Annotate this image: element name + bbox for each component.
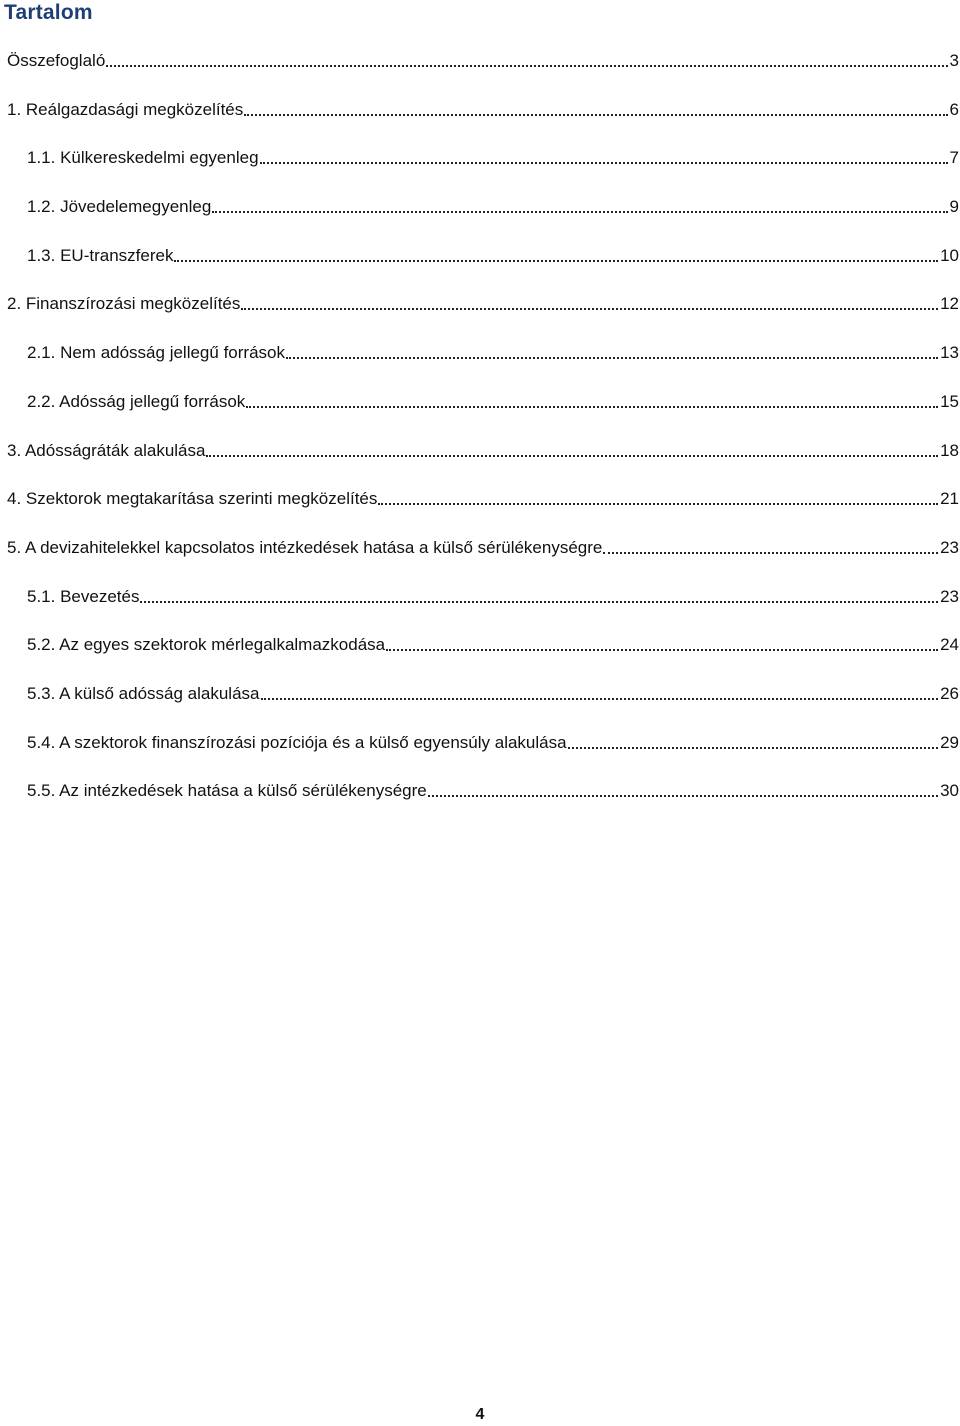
toc-entry-page[interactable]: 26	[940, 683, 959, 703]
toc-entry[interactable]	[0, 684, 960, 733]
toc-entry-label[interactable]: 1.2. Jövedelemegyenleg	[27, 197, 212, 217]
toc-entry[interactable]	[0, 343, 960, 392]
toc-leader	[568, 733, 939, 753]
toc-entry-page[interactable]: 18	[940, 440, 959, 460]
toc-leader	[241, 294, 938, 314]
toc-leader	[244, 100, 947, 120]
toc-entry-page[interactable]: 29	[940, 732, 959, 752]
toc-entry-label[interactable]: 2.2. Adósság jellegű források	[27, 391, 246, 411]
toc-entry-page[interactable]: 9	[949, 197, 959, 217]
toc-entry-label[interactable]: 3. Adósságráták alakulása	[7, 440, 206, 460]
toc-entry-page[interactable]: 13	[940, 343, 959, 363]
toc-list	[0, 51, 960, 830]
toc-entry-page[interactable]: 23	[940, 537, 959, 557]
toc-entry[interactable]	[0, 781, 960, 830]
toc-entry-label[interactable]: 5.3. A külső adósság alakulása	[27, 683, 260, 703]
toc-entry[interactable]	[0, 635, 960, 684]
toc-entry-page[interactable]: 6	[949, 99, 959, 119]
toc-entry-page[interactable]: 21	[940, 489, 959, 509]
toc-leader	[428, 781, 938, 801]
page-number: 4	[475, 1406, 485, 1423]
toc-entry[interactable]	[0, 294, 960, 343]
toc-entry-page[interactable]: 7	[949, 148, 959, 168]
toc-entry[interactable]	[0, 246, 960, 295]
toc-entry-label[interactable]: 2. Finanszírozási megközelítés	[7, 294, 241, 314]
toc-entry-page[interactable]: 12	[940, 294, 959, 314]
toc-leader	[603, 538, 938, 558]
toc-leader	[378, 489, 938, 509]
toc-entry-label[interactable]: 1.1. Külkereskedelmi egyenleg	[27, 148, 259, 168]
toc-leader	[261, 684, 939, 704]
toc-entry-page[interactable]: 15	[940, 391, 959, 411]
toc-entry[interactable]	[0, 538, 960, 587]
toc-leader	[386, 635, 938, 655]
toc-leader	[286, 343, 938, 363]
toc-entry-label[interactable]: 1.3. EU-transzferek	[27, 245, 174, 265]
toc-entry-label[interactable]: 5.4. A szektorok finanszírozási pozíciója és a külső egyensúly alakulása	[27, 732, 567, 752]
toc-entry-label[interactable]: 5.1. Bevezetés	[27, 586, 140, 606]
toc-entry-page[interactable]: 10	[940, 245, 959, 265]
toc-entry[interactable]	[0, 197, 960, 246]
toc-entry[interactable]	[0, 392, 960, 441]
toc-entry[interactable]	[0, 51, 960, 100]
toc-leader	[212, 197, 947, 217]
toc-leader	[246, 392, 938, 412]
toc-entry[interactable]	[0, 587, 960, 636]
toc-entry-page[interactable]: 23	[940, 586, 959, 606]
toc-entry[interactable]	[0, 100, 960, 149]
toc-entry[interactable]	[0, 733, 960, 782]
toc-entry-page[interactable]: 3	[949, 51, 959, 70]
toc-entry[interactable]	[0, 489, 960, 538]
toc-entry-label[interactable]: 5.2. Az egyes szektorok mérlegalkalmazkodása	[27, 635, 386, 655]
toc-entry[interactable]	[0, 148, 960, 197]
toc-leader	[174, 246, 938, 266]
toc-leader	[106, 51, 947, 71]
toc-leader	[260, 148, 948, 168]
toc-entry-page[interactable]: 30	[940, 781, 959, 801]
toc-entry-label[interactable]: 2.1. Nem adósság jellegű források	[27, 343, 285, 363]
toc-leader	[140, 587, 938, 607]
toc-entry-label[interactable]: 4. Szektorok megtakarítása szerinti megközelítés	[7, 489, 378, 509]
toc-leader	[206, 441, 938, 461]
toc-title: Tartalom	[4, 1, 93, 24]
toc-entry[interactable]	[0, 441, 960, 490]
toc-entry-label[interactable]: Összefoglaló	[7, 51, 106, 70]
toc-entry-label[interactable]: 5.5. Az intézkedések hatása a külső sérülékenységre	[27, 781, 427, 801]
toc-entry-label[interactable]: 1. Reálgazdasági megközelítés	[7, 99, 244, 119]
toc-entry-label[interactable]: 5. A devizahitelekkel kapcsolatos intézkedések hatása a külső sérülékenységre	[7, 537, 603, 557]
toc-entry-page[interactable]: 24	[940, 635, 959, 655]
